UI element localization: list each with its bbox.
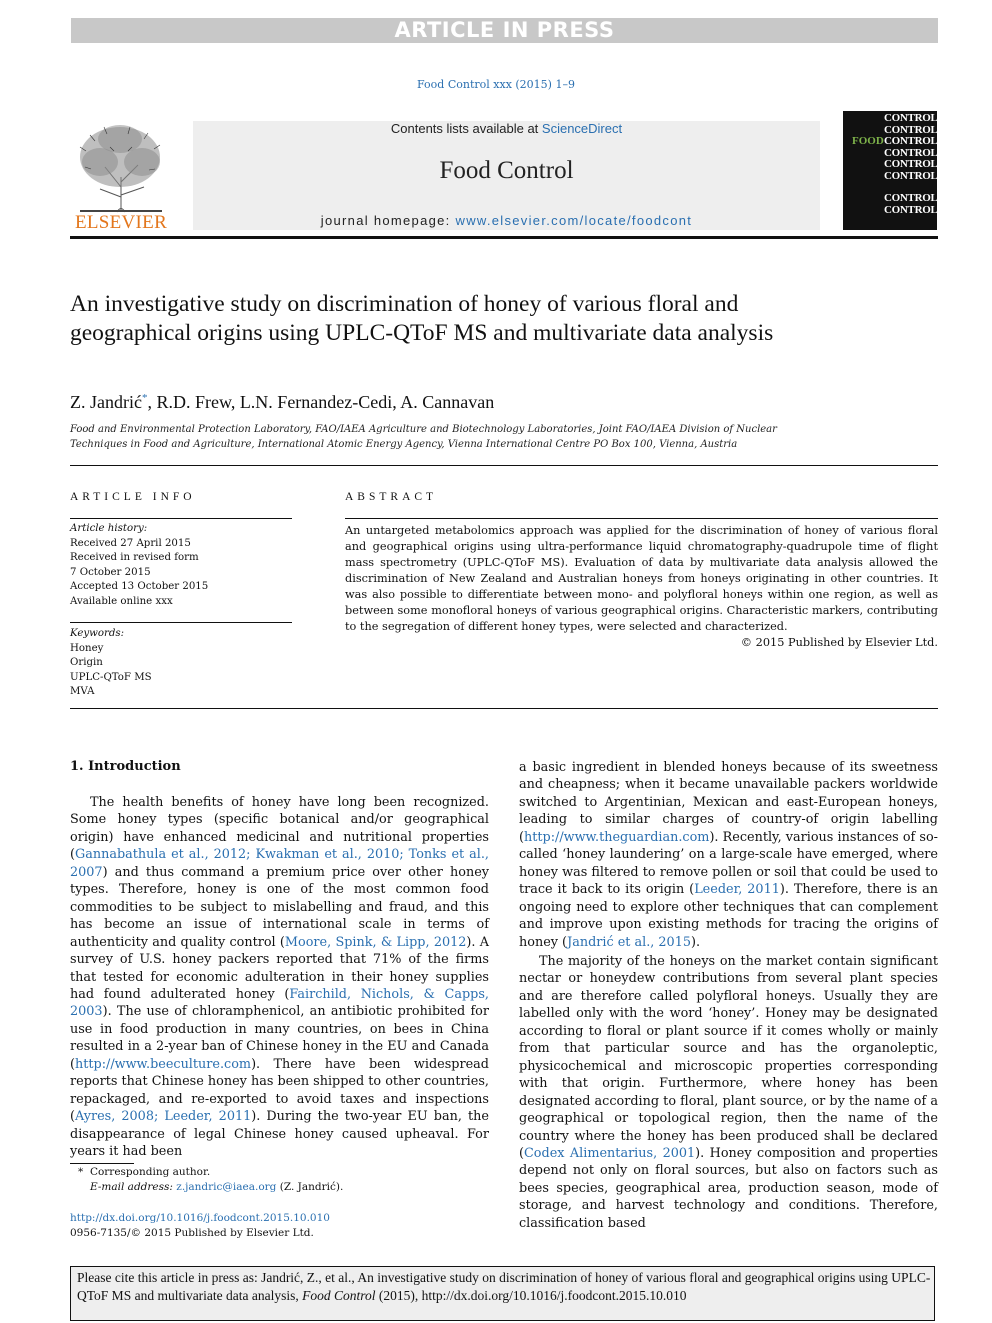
section-heading: 1. Introduction: [70, 759, 181, 774]
history-label: Article history:: [70, 523, 148, 534]
journal-homepage: [193, 213, 820, 228]
keyword: Origin: [70, 657, 103, 668]
corresponding-author-mark[interactable]: *: [141, 392, 148, 404]
abstract-copyright: © 2015 Published by Elsevier Ltd.: [740, 636, 938, 649]
article-in-press-banner: ARTICLE IN PRESS: [71, 18, 938, 43]
keyword: MVA: [70, 686, 95, 697]
cover-word: CONTROL: [884, 204, 938, 216]
cover-word: CONTROL: [884, 112, 938, 124]
homepage-prefix: journal homepage:: [320, 213, 456, 228]
email-suffix: (Z. Jandrić).: [279, 1181, 344, 1193]
cite-journal: Food Control: [302, 1288, 376, 1303]
citation-link[interactable]: Jandrić et al., 2015: [567, 934, 691, 950]
sciencedirect-link[interactable]: ScienceDirect: [541, 121, 623, 136]
abstract-heading: ABSTRACT: [345, 491, 438, 503]
email-link[interactable]: z.jandric@iaea.org: [176, 1181, 277, 1193]
citation-link[interactable]: Fairchild, Nichols, & Capps, 2003: [70, 986, 489, 1020]
history-line: Received 27 April 2015: [70, 537, 191, 549]
history-line: Available online xxx: [70, 595, 173, 607]
contents-line: [193, 121, 820, 136]
cover-green-word: FOOD: [852, 135, 884, 147]
cover-word: CONTROL: [884, 147, 938, 159]
cover-word: CONTROL: [884, 124, 938, 136]
citation-link[interactable]: Leeder, 2011: [694, 882, 780, 898]
publisher-wordmark: ELSEVIER: [74, 212, 168, 233]
cite-suffix: (2015), http://dx.doi.org/10.1016/j.foodcont.2015.10.010: [375, 1288, 687, 1303]
keywords: [70, 627, 292, 700]
keyword: Honey: [70, 642, 104, 654]
abstract-bottom-divider: [70, 708, 938, 709]
abstract-divider: [345, 518, 938, 519]
history-line: Accepted 13 October 2015: [70, 581, 209, 592]
journal-citation-link[interactable]: Food Control xxx (2015) 1–9: [417, 78, 575, 91]
cite-this-article-box: [70, 1266, 935, 1321]
journal-name: Food Control: [439, 157, 574, 184]
cite-prefix: Please cite this article in press as: Jandrić, Z., et al., An investigative study on discrimination of honey of various floral and geographical origins using UPLC-QToF MS and multivariate data analysis,: [77, 1270, 931, 1303]
footnote-divider: [70, 1163, 134, 1164]
abstract-text: An untargeted metabolomics approach was applied for the discrimination of honey of various floral and geographical origins using ultra-performance liquid chromatography-quadrupole time of flight mass spectrometry (UPLC-QToF MS). Evaluation of data by multivariate data analysis allowed the discrimination of New Zealand and Australian honeys from honeys originating in other countries. It was also possible to differentiate between mono- and polyfloral honeys within one region, as well as between some monofloral honeys of various geographical origins. Characteristic markers, contributing to the segregation of different honey types, were selected and characterized.: [345, 524, 938, 633]
keyword: UPLC-QToF MS: [70, 671, 152, 683]
author-list: [70, 392, 494, 413]
url-link[interactable]: http://www.theguardian.com: [524, 829, 710, 845]
paragraph: a basic ingredient in blended honeys because of its sweetness and cheapness; when it became unavailable packers worldwide switched to Argentinian, Mexican and east-European honeys, leading to similar charges of country-of origin labelling (http://www.theguardian.com). Recently, various instances of so-called ‘honey laundering’ on a large-scale have emerged, where honey was filtered to remove pollen or soil that could be used to trace it back to its origin (Leeder, 2011). Therefore, there is an ongoing need to explore other techniques that can complement and improve upon existing methods for tracing the origins of honey (Jandrić et al., 2015).: [519, 760, 938, 950]
history-line: 7 October 2015: [70, 566, 151, 578]
header-divider: [70, 236, 938, 239]
cover-word: CONTROL: [884, 135, 938, 147]
history-line: Received in revised form: [70, 552, 199, 563]
cover-word: CONTROL: [884, 170, 938, 182]
contents-prefix: Contents lists available at: [390, 121, 542, 136]
intro-right-column: [519, 759, 938, 1232]
article-info-divider: [70, 518, 292, 519]
article-info-heading: ARTICLE INFO: [70, 491, 196, 503]
citation-link[interactable]: Moore, Spink, & Lipp, 2012: [284, 934, 467, 950]
doi-block: [70, 1211, 330, 1241]
title-divider: [70, 465, 938, 466]
keywords-divider: [70, 622, 292, 623]
citation-link[interactable]: Ayres, 2008; Leeder, 2011: [75, 1109, 252, 1125]
paragraph: The health benefits of honey have long been recognized. Some honey types (specific botanical and/or geographical origin) have enhanced medicinal and nutritional properties (Gannabathula et al., 2012; Kwakman et al., 2010; Tonks et al., 2007) and thus command a premium price over other honey types. Therefore, honey is one of the most common food commodities to be subject to mislabelling and fraud, and this has become an issue of international scale in terms of authenticity and quality control (Moore, Spink, & Lipp, 2012). A survey of U.S. honey packers reported that 71% of the firms that tested for economic adulteration in their honey supplies had found adulterated honey (Fairchild, Nichols, & Capps, 2003). The use of chloramphenicol, an antibiotic prohibited for use in food production in many countries, on bees in China resulted in a 2-year ban of Chinese honey in the EU and Canada (http://www.beeculture.com). There have been widespread reports that Chinese honey has been shipped to other countries, repackaged, and re-exported to avoid taxes and inspections (Ayres, 2008; Leeder, 2011). During the two-year EU ban, the disappearance of legal Chinese honey caused upheaval. For years it had been: [70, 795, 490, 1160]
citation-link[interactable]: Gannabathula et al., 2012; Kwakman et al., 2010; Tonks et al., 2007: [70, 847, 489, 880]
author-name: , R.D. Frew, L.N. Fernandez-Cedi, A. Cannavan: [147, 392, 495, 412]
footnote-label: Corresponding author.: [89, 1166, 211, 1178]
footnote: [70, 1165, 343, 1195]
author-name: Z. Jandrić: [70, 392, 142, 412]
abstract-body: [345, 523, 938, 651]
url-link[interactable]: http://www.beeculture.com: [75, 1056, 252, 1072]
affiliation: Food and Environmental Protection Laboratory, FAO/IAEA Agriculture and Biotechnology Laboratories, Joint FAO/IAEA Division of Nuclear Techniques in Food and Agriculture, International Atomic Energy Agency, Vienna International Centre PO Box 100, Vienna, Austria: [70, 424, 777, 450]
email-label: E-mail address:: [90, 1181, 173, 1193]
homepage-link[interactable]: www.elsevier.com/locate/foodcont: [455, 213, 693, 228]
journal-cover-thumbnail[interactable]: [843, 111, 937, 230]
article-title: An investigative study on discrimination of honey of various floral and geographical origins using UPLC-QToF MS and multivariate data analysis: [70, 291, 774, 346]
issn-line: 0956-7135/© 2015 Published by Elsevier Ltd.: [70, 1227, 314, 1239]
cover-word: CONTROL: [884, 158, 938, 170]
cover-word: CONTROL: [884, 192, 938, 204]
intro-left-column: [70, 794, 489, 1161]
article-history: [70, 522, 292, 609]
paragraph: The majority of the honeys on the market contain significant nectar or honeydew contributions from several plant species and are therefore called polyfloral honeys. Usually they are labelled only with the word ‘honey’. Honey may be designated according to floral or plant source if it comes wholly or mainly from that particular source and has the organoleptic, physicochemical and microscopic properties corresponding with that origin. Furthermore, where honey has been designated according to floral, plant source, or by the name of a geographical or topological region, then the name of the country where the honey has been produced shall be declared (Codex Alimentarius, 2001). Honey composition and properties depend not only on floral sources, but also on factors such as bees species, geographical area, production season, mode of storage, and harvest technology and conditions. Therefore, classification based: [519, 953, 938, 1231]
footnote-mark: *: [78, 1166, 84, 1178]
keywords-label: Keywords:: [70, 628, 125, 639]
doi-link[interactable]: http://dx.doi.org/10.1016/j.foodcont.2015.10.010: [70, 1212, 330, 1224]
citation-link[interactable]: Codex Alimentarius, 2001: [524, 1145, 696, 1161]
